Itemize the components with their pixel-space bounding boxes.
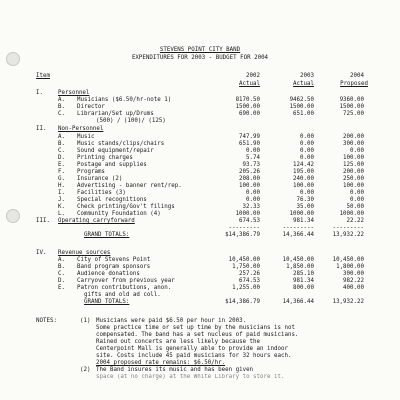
total-dashes: ---------: [228, 225, 260, 231]
note-line-underlined: 2004 proposed rate remains: $6.50/hr.: [96, 360, 226, 366]
col-2004-year: 2004: [350, 73, 364, 79]
note-line: site. Costs include 45 paid musicians for 32 hours each.: [96, 353, 292, 359]
section-heading-personnel: Personnel: [58, 90, 90, 96]
document-subtitle: EXPENDITURES FOR 2003 - BUDGET FOR 2004: [131, 55, 269, 61]
col-2004-label: Proposed: [340, 81, 368, 87]
note-line: compensated. The band has a set nucleus of paid musicians.: [96, 332, 299, 338]
total-dashes: ---------: [282, 225, 314, 231]
note-line: Rained out concerts are less likely because the: [96, 339, 261, 345]
section-heading-revenue: Revenue sources: [58, 250, 111, 256]
section-numeral: III.: [36, 218, 50, 224]
note-line: The Band insures its music and has been given: [96, 367, 254, 373]
section-numeral: I.: [36, 90, 43, 96]
notes-label: NOTES:: [36, 318, 57, 324]
document-page: STEVENS POINT CITY BAND EXPENDITURES FOR 2003 - BUDGET FOR 2004 Item 2002 Actual 2003 Actual 2004 Proposed I. Personnel A. Musicians ($6.50/hr-note 1) 8170.50 9462.50 9360.00 B. Director 1500.00 1500.00 1500.00 C. Librarian/Set up/Drums 690.00 651.00 725.00 (500) / (100)/ (125) II. Non-Personnel A. Music 747.99 0.00 200.00 B. Music stands/clips/chairs 651.90 0.00 300.00 C. Sound equipment/repair 0.00 0.00 0.00 D. Printing charges 5.74 0.00 100.00 E. Postage and supplies 93.73 124.42 125.00 F. Programs 205.26 195.00 200.00 G. Insurance (2) 208.00 240.00 250.00 H. Advertising - banner rent/rep. 100.00 100.00 100.00 I. Facilities (3) 0.00 0.00 0.00 J. Special recognitions 0.00 76.30 0.00 K. Check printing/Gov't filings 32.33 35.00 50.00 L. Community Foundation (4) 1000.00 1000.00 1000.00 III. Operating carryforward 674.53 981.34 22.22 --------- --------- --------- GRAND TOTALS: $14,386.79 14,366.44 13,932.22 IV. Revenue sources A. City of Stevens Point 10,450.00 10,450.00 10,450.00 B. Band program sponsors 1,750.00 1,850.00 1,800.00 C. Audience donations 257.26 285.10 300.00 D. Carryover from previous year 674.53 981.34 982.22 E. Patron contributions, anon. 1,255.00 800.00 400.00 gifts and old ad coll. GRAND TOTALS: $14,386.79 14,366.44 13,932.22 NOTES: (1) Musicians were paid $6.50 per hour in 2003. Some practice time or set up time by the musicians is not compensated. The band has a set nucleus of paid musicians. Rained out concerts are less likely because the Centerpoint Mall is generally able to provide an indoor site. Costs include 45 paid musicians for 32 hours each. 2004 proposed rate remains: $6.50/hr. (2) The Band insures its music and has been given space (at no charge) at the White Library to store it.: [0, 0, 400, 400]
binder-hole: [6, 209, 20, 223]
note-number: (1): [80, 318, 91, 324]
section-heading-nonpersonnel: Non-Personnel: [58, 126, 104, 132]
section-heading-carryforward: Operating carryforward: [58, 218, 135, 224]
revenue-row-continuation: gifts and old ad coll.: [84, 292, 161, 298]
personnel-note: (500) / (100)/ (125): [96, 118, 166, 124]
item-header: Item: [36, 73, 50, 79]
col-2002-year: 2002: [246, 73, 260, 79]
note-number: (2): [80, 367, 91, 373]
section-numeral: II.: [36, 126, 47, 132]
col-2003-year: 2003: [300, 73, 314, 79]
col-2002-label: Actual: [239, 81, 260, 87]
note-line: Some practice time or set up time by the musicians is not: [96, 325, 295, 331]
col-2003-label: Actual: [293, 81, 314, 87]
section-numeral: IV.: [36, 250, 47, 256]
total-dashes: ---------: [332, 225, 364, 231]
note-line: space (at no charge) at the White Library to store it.: [96, 374, 285, 380]
document-title: STEVENS POINT CITY BAND: [159, 47, 241, 53]
note-line: Centerpoint Mall is generally able to provide an indoor: [96, 346, 288, 352]
note-line: Musicians were paid $6.50 per hour in 2003.: [96, 318, 247, 324]
